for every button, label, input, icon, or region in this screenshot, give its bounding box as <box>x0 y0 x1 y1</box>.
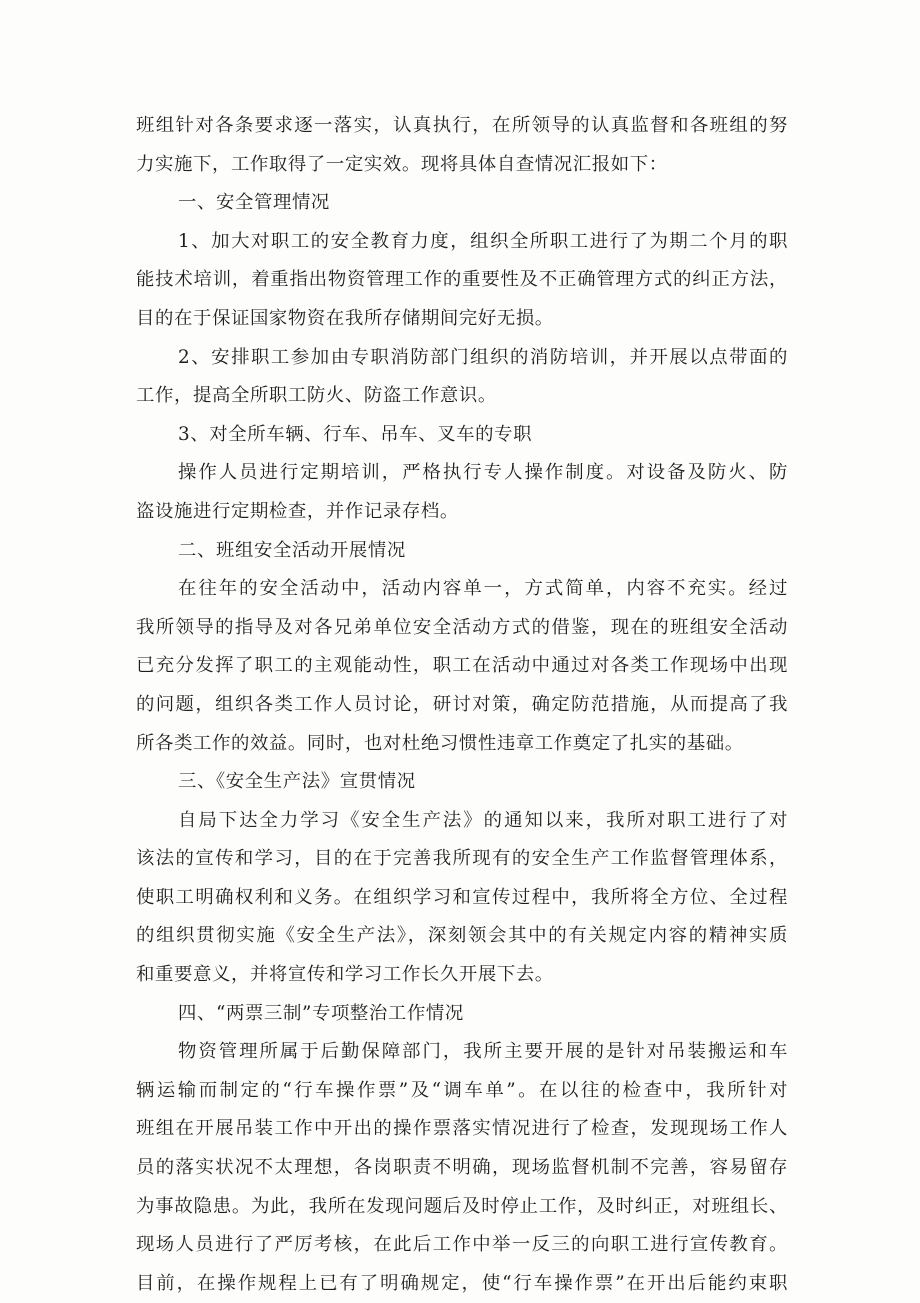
text-line: 的组织贯彻实施《安全生产法》，深刻领会其中的有关规定内容的精神实质 <box>136 925 788 947</box>
text-line: 使职工明确权利和义务。在组织学习和宣传过程中，我所将全方位、全过程 <box>136 886 788 908</box>
text-line: 现场人员进行了严厉考核，在此后工作中举一反三的向职工进行宣传教育。 <box>136 1234 788 1256</box>
text-line: 的问题，组织各类工作人员讨论，研讨对策，确定防范措施，从而提高了我 <box>136 693 788 715</box>
text-line: 已充分发挥了职工的主观能动性，职工在活动中通过对各类工作现场中出现 <box>136 655 788 677</box>
text-line: 2、安排职工参加由专职消防部门组织的消防培训，并开展以点带面的 <box>178 346 788 368</box>
text-line: 二、班组安全活动开展情况 <box>178 539 406 561</box>
text-line: 目前，在操作规程上已有了明确规定，使“行车操作票”在开出后能约束职 <box>136 1272 788 1294</box>
text-line: 三、《安全生产法》宣贯情况 <box>178 771 416 793</box>
text-line: 能技术培训，着重指出物资管理工作的重要性及不正确管理方式的纠正方法， <box>136 269 788 291</box>
text-line: 我所领导的指导及对各兄弟单位安全活动方式的借鉴，现在的班组安全活动 <box>136 616 788 638</box>
text-line: 目的在于保证国家物资在我所存储期间完好无损。 <box>136 307 554 329</box>
text-line: 一、安全管理情况 <box>178 192 330 214</box>
text-line: 1、加大对职工的安全教育力度，组织全所职工进行了为期二个月的职 <box>178 230 788 252</box>
text-line: 班组在开展吊装工作中开出的操作票落实情况进行了检查，发现现场工作人 <box>136 1118 788 1140</box>
text-line: 工作，提高全所职工防火、防盗工作意识。 <box>136 385 497 407</box>
text-line: 力实施下，工作取得了一定实效。现将具体自查情况汇报如下： <box>136 153 668 175</box>
document-body <box>136 107 788 1303</box>
text-line: 员的落实状况不太理想，各岗职责不明确，现场监督机制不完善，容易留存 <box>136 1157 788 1179</box>
text-line: 在往年的安全活动中，活动内容单一，方式简单，内容不充实。经过 <box>178 578 788 600</box>
text-line: 辆运输而制定的“行车操作票”及“调车单”。在以往的检查中，我所针对 <box>136 1079 788 1101</box>
text-line: 该法的宣传和学习，目的在于完善我所现有的安全生产工作监督管理体系， <box>136 848 788 870</box>
text-line: 自局下达全力学习《安全生产法》的通知以来，我所对职工进行了对 <box>178 809 788 831</box>
text-line: 操作人员进行定期培训，严格执行专人操作制度。对设备及防火、防 <box>178 462 788 484</box>
text-line: 四、“两票三制”专项整治工作情况 <box>178 1002 464 1024</box>
text-line: 盗设施进行定期检查，并作记录存档。 <box>136 500 459 522</box>
text-line: 为事故隐患。为此，我所在发现问题后及时停止工作，及时纠正，对班组长、 <box>136 1195 788 1217</box>
text-line: 班组针对各条要求逐一落实，认真执行，在所领导的认真监督和各班组的努 <box>136 115 788 136</box>
text-line: 3、对全所车辆、行车、吊车、叉车的专职 <box>178 423 533 445</box>
text-line: 物资管理所属于后勤保障部门，我所主要开展的是针对吊装搬运和车 <box>178 1041 788 1063</box>
text-line: 所各类工作的效益。同时，也对杜绝习惯性违章工作奠定了扎实的基础。 <box>136 732 744 754</box>
text-line: 和重要意义，并将宣传和学习工作长久开展下去。 <box>136 964 554 986</box>
